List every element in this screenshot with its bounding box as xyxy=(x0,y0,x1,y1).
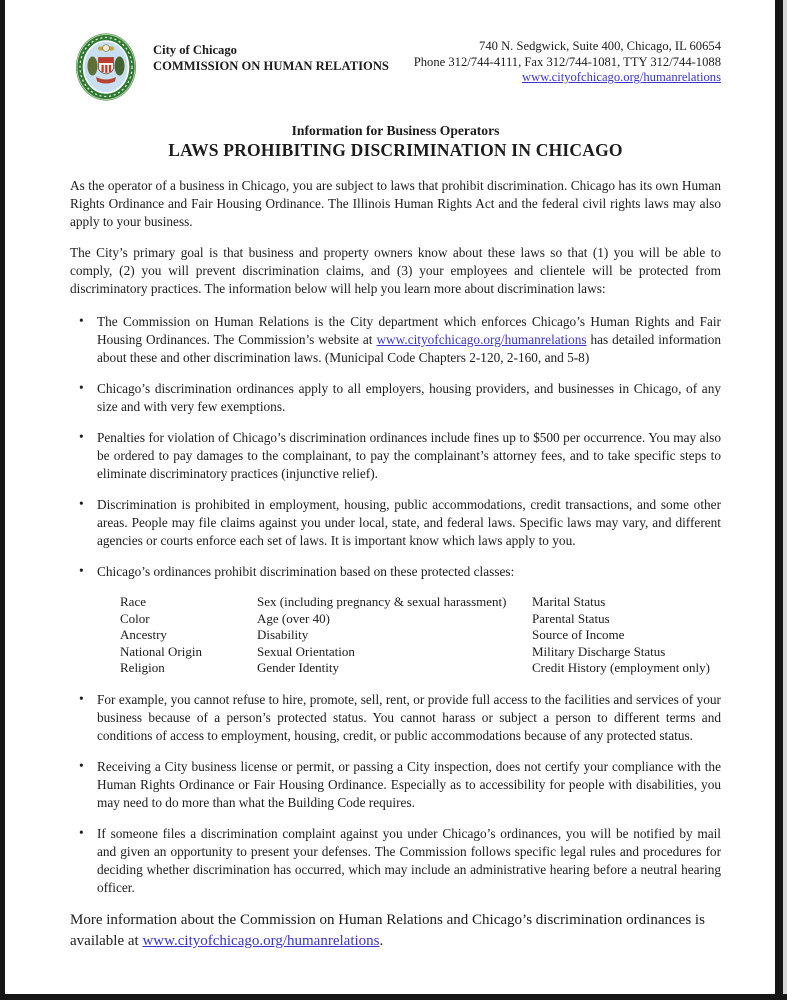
protected-class: Ancestry xyxy=(120,627,167,643)
protected-class: Religion xyxy=(120,660,165,676)
protected-class: National Origin xyxy=(120,643,202,659)
protected-classes-column-3 xyxy=(532,594,721,677)
bullet-list xyxy=(70,313,721,581)
protected-class: Military Discharge Status xyxy=(532,643,666,659)
bullet-text: Chicago’s ordinances prohibit discrimination based on these protected classes: xyxy=(97,564,515,579)
phone-line: Phone 312/744-4111, Fax 312/744-1081, TTY 312/744-1088 xyxy=(413,54,721,69)
letterhead xyxy=(70,32,721,107)
bullet-license-not-certify xyxy=(70,758,721,812)
bullet-text: Receiving a City business license or permit, or passing a City inspection, does not certify your compliance with the Human Rights Ordinance or Fair Housing Ordinance. Especially as to accessibility for people with disabilities, you may need to do more than what the Building Code requires. xyxy=(97,758,721,810)
bullet-protected-classes-intro xyxy=(70,563,721,581)
bullet-text: If someone files a discrimination complaint against you under Chicago’s ordinances, you will be notified by mail and given an opportunity to present your defenses. The Commission follows specific legal rules and procedures for deciding whether discrimination has occurred, which may include an administrative hearing before a neutral hearing officer. xyxy=(97,825,721,895)
title-block xyxy=(70,122,721,162)
bullet-list-continued xyxy=(70,691,721,897)
protected-class: Sexual Orientation xyxy=(257,643,355,659)
protected-class: Color xyxy=(120,610,150,626)
agency-line1: City of Chicago xyxy=(153,43,237,57)
scan-edge-right xyxy=(775,0,783,1000)
bullet-marker: • xyxy=(79,380,84,395)
protected-classes-column-1 xyxy=(120,594,257,677)
protected-class: Marital Status xyxy=(532,594,606,609)
bullet-commission-info xyxy=(70,313,721,367)
bullet-text: For example, you cannot refuse to hire, promote, sell, rent, or provide full access to the facilities and services of your business because of a person’s protected status. You cannot harass or subject a person to different terms and conditions of access to employment, housing, credit, or public accommodations because of any protected status. xyxy=(97,691,721,743)
protected-classes-table xyxy=(120,594,721,677)
bullet-marker: • xyxy=(79,496,84,511)
scan-edge-left xyxy=(0,0,5,1000)
address-line: 740 N. Sedgwick, Suite 400, Chicago, IL 60654 xyxy=(479,39,721,53)
bullet-marker: • xyxy=(79,824,84,840)
protected-class: Gender Identity xyxy=(257,660,339,676)
closing-paragraph: More information about the Commission on Human Relations and Chicago’s discrimination ordinances is available at www.cityofchicago.org/humanrelations. xyxy=(70,911,705,949)
closing-humanrelations-link[interactable]: www.cityofchicago.org/humanrelations xyxy=(142,932,380,949)
bullet-areas-prohibited xyxy=(70,496,721,550)
bullet-marker: • xyxy=(79,563,84,578)
protected-class: Source of Income xyxy=(532,627,625,643)
humanrelations-link[interactable]: www.cityofchicago.org/humanrelations xyxy=(376,332,587,347)
bullet-complaint-process xyxy=(70,825,721,897)
protected-class: Sex (including pregnancy & sexual harassment) xyxy=(257,594,507,609)
protected-class: Credit History (employment only) xyxy=(532,660,711,676)
protected-class: Age (over 40) xyxy=(257,610,330,626)
header-website-link[interactable]: www.cityofchicago.org/humanrelations xyxy=(522,70,721,84)
protected-class: Disability xyxy=(257,627,309,643)
bullet-examples xyxy=(70,691,721,745)
bullet-marker: • xyxy=(79,757,84,773)
protected-class: Parental Status xyxy=(532,610,610,626)
bullet-marker: • xyxy=(79,429,84,444)
scan-edge-right-outer xyxy=(783,0,787,1000)
protected-class: Race xyxy=(120,594,146,609)
document-subtitle: Information for Business Operators xyxy=(291,123,500,138)
intro-paragraph-1: As the operator of a business in Chicago, you are subject to laws that prohibit discrimination. Chicago has its own Human Rights Ordinance and Fair Housing Ordinance. The Illinois Human Rights Act and the federal civil rights laws may also apply to your business. xyxy=(70,178,721,229)
document-title: LAWS PROHIBITING DISCRIMINATION IN CHICAGO xyxy=(168,140,623,160)
intro-paragraph-2: The City’s primary goal is that business and property owners know about these laws so that (1) you will be able to comply, (2) you will prevent discrimination claims, and (3) your employees and clientele will be protected from discriminatory practices. The information below will help you learn more about discrimination laws: xyxy=(70,245,721,296)
bullet-text: Penalties for violation of Chicago’s discrimination ordinances include fines up to $500 per occurrence. You may also be ordered to pay damages to the complainant, to pay the complainant’s attorney fees, and to take specific steps to eliminate discriminatory practices (injunctive relief). xyxy=(97,430,721,481)
scan-edge-bottom xyxy=(0,994,787,1000)
city-of-chicago-seal-icon xyxy=(75,32,137,107)
agency-line2: COMMISSION ON HUMAN RELATIONS xyxy=(153,58,389,73)
protected-classes-column-2 xyxy=(257,594,532,677)
bullet-text: The Commission on Human Relations is the City department which enforces Chicago’s Human Rights and Fair Housing Ordinances. The Commission’s website at www.cityofchicago.org/humanrelations has detailed information about these and other discrimination laws. (Municipal Code Chapters 2-120, 2-160, and 5-8) xyxy=(97,314,722,365)
bullet-marker: • xyxy=(79,313,84,328)
agency-name-block xyxy=(153,43,389,74)
bullet-penalties xyxy=(70,429,721,483)
bullet-text: Chicago’s discrimination ordinances apply to all employers, housing providers, and businesses in Chicago, of any size and with very few exemptions. xyxy=(97,381,721,414)
bullet-text: Discrimination is prohibited in employment, housing, public accommodations, credit transactions, and some other areas. People may file claims against you under local, state, and federal laws. Specific laws may vary, and different agencies or courts enforce each set of laws. It is important know which laws apply to you. xyxy=(97,497,721,548)
bullet-who-covered xyxy=(70,380,721,416)
bullet-marker: • xyxy=(79,690,84,706)
contact-block xyxy=(389,39,721,86)
